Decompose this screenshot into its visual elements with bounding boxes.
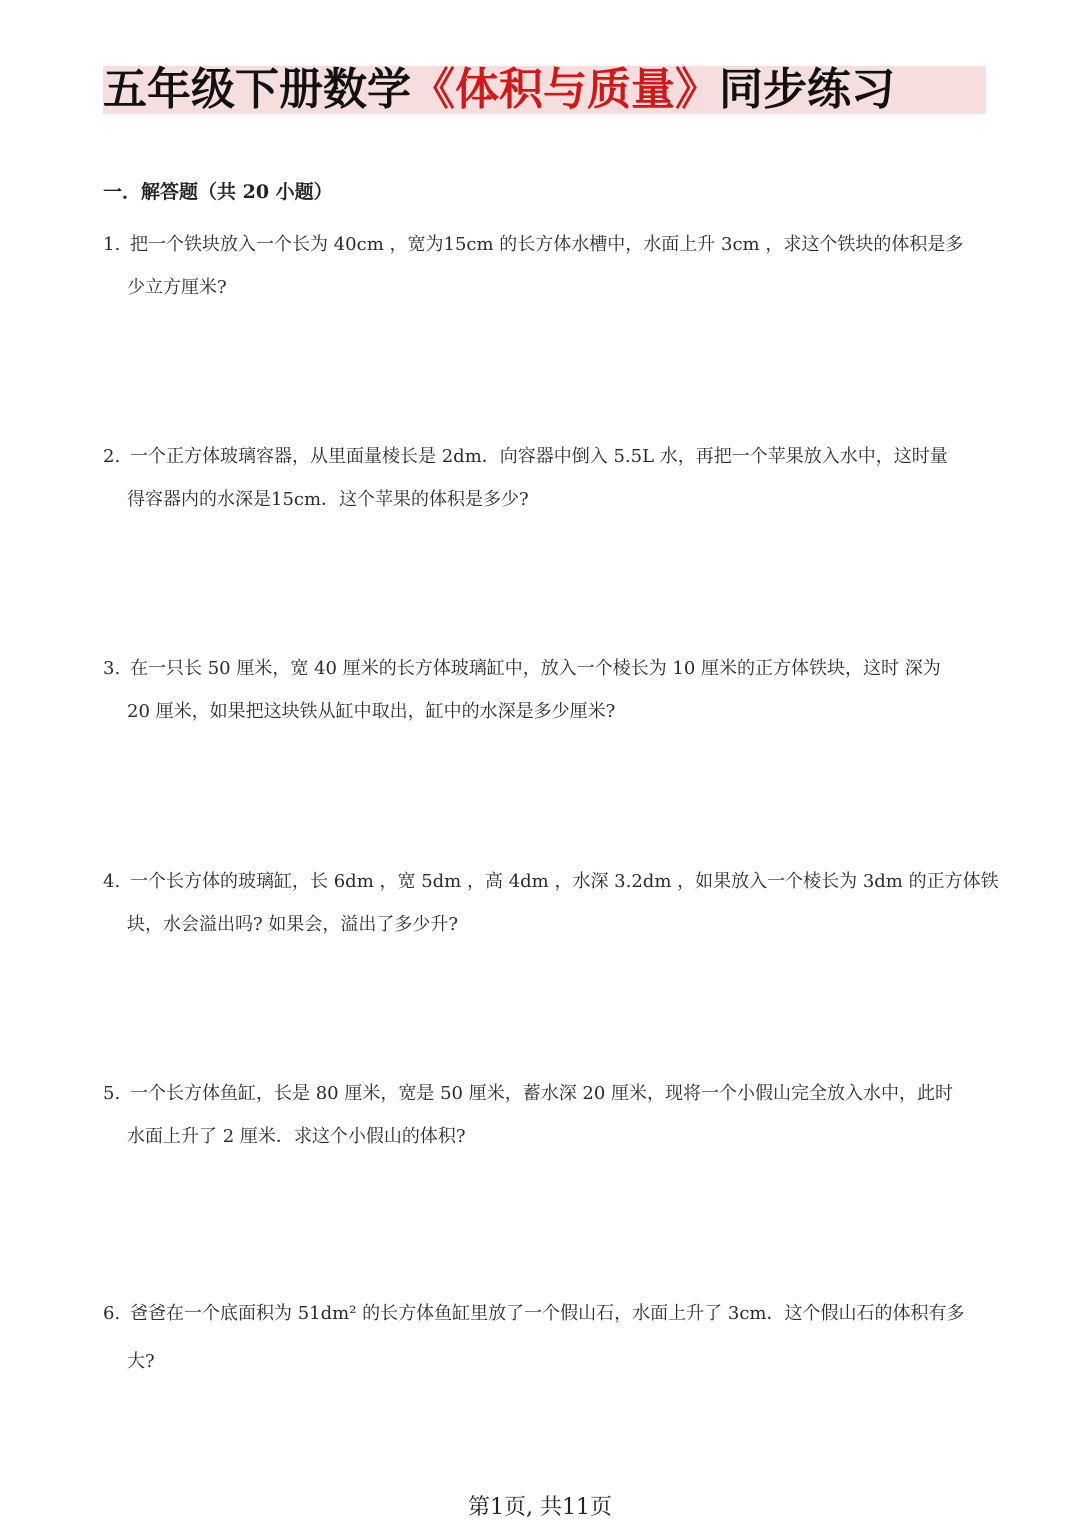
page-footer: 第1页, 共11页 (468, 1495, 612, 1520)
question-text-line1: 在一只长 50 厘米，宽 40 厘米的长方体玻璃缸中，放入一个棱长为 10 厘米的正方体铁块，这时 深为 (130, 658, 941, 679)
title-part-grade: 五年级下册数学 (103, 64, 411, 115)
question-number: 5. (103, 1083, 121, 1104)
section-heading: 一．解答题（共 20 小题） (103, 181, 333, 203)
question-6 (103, 1292, 983, 1383)
question-text-line2: 少立方厘米? (127, 277, 227, 298)
question-text-line1: 一个正方体玻璃容器，从里面量棱长是 2dm．向容器中倒入 5.5L 水，再把一个苹果放入水中，这时量 (130, 446, 948, 467)
question-text-line1: 爸爸在一个底面积为 51dm² 的长方体鱼缸里放了一个假山石，水面上升了 3cm．这个假山石的体积有多 (130, 1303, 965, 1324)
question-text-line2: 20 厘米，如果把这块铁从缸中取出，缸中的水深是多少厘米? (127, 701, 616, 722)
question-2 (103, 435, 983, 521)
question-text-line2: 块，水会溢出吗? 如果会，溢出了多少升? (127, 914, 459, 935)
question-number: 4. (103, 871, 121, 892)
question-text-line1: 把一个铁块放入一个长为 40cm ，宽为15cm 的长方体水槽中，水面上升 3cm ，求这个铁块的体积是多 (130, 234, 964, 255)
question-text-line2: 大? (127, 1351, 155, 1372)
question-number: 6. (103, 1303, 121, 1324)
question-text-line2: 得容器内的水深是15cm．这个苹果的体积是多少? (127, 489, 529, 510)
question-text-line1: 一个长方体的玻璃缸，长 6dm ，宽 5dm ，高 4dm ，水深 3.2dm ，如果放入一个棱长为 3dm 的正方体铁 (130, 871, 999, 892)
question-5 (103, 1072, 983, 1158)
question-3 (103, 647, 983, 733)
question-text-line2: 水面上升了 2 厘米．求这个小假山的体积? (127, 1126, 466, 1147)
question-number: 1. (103, 234, 121, 255)
title-part-practice: 同步练习 (719, 64, 895, 115)
title-part-topic: 《体积与质量》 (411, 64, 719, 115)
question-text-line1: 一个长方体鱼缸，长是 80 厘米，宽是 50 厘米，蓄水深 20 厘米，现将一个小假山完全放入水中，此时 (130, 1083, 954, 1104)
question-number: 2. (103, 446, 121, 467)
question-4 (103, 860, 999, 946)
question-1 (103, 223, 983, 309)
page-title (103, 60, 986, 120)
question-number: 3. (103, 658, 121, 679)
